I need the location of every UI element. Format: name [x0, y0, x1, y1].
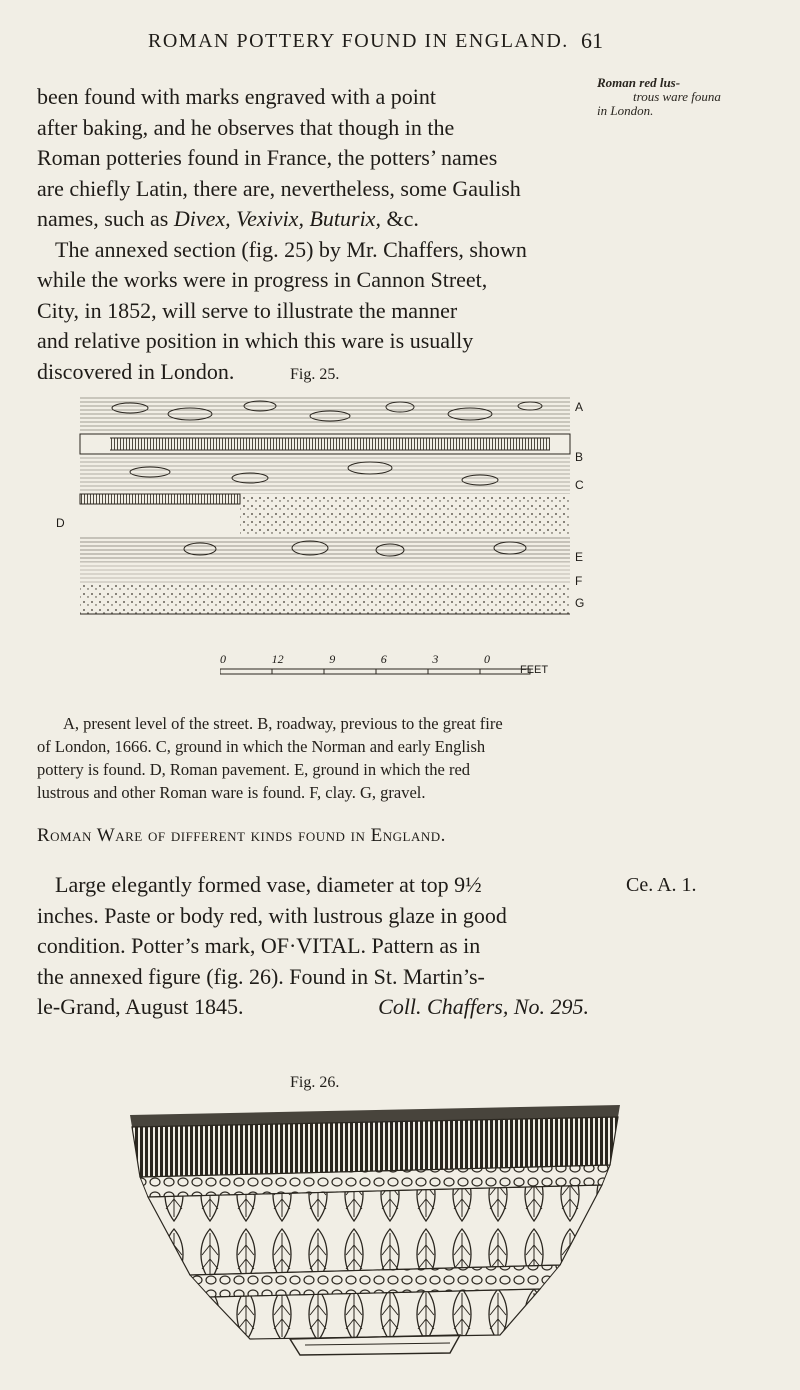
layer-letter: G: [575, 596, 585, 610]
scale-number: 6: [380, 652, 387, 666]
margin-note: [597, 76, 797, 118]
running-title: ROMAN POTTERY FOUND IN ENGLAND.: [148, 30, 569, 52]
margin-note-line: trous ware founa: [633, 89, 721, 104]
text-line: Large elegantly formed vase, diameter at top 9½: [55, 872, 482, 897]
scale-number: 9: [329, 652, 336, 666]
collection-reference: Coll. Chaffers, No. 295.: [378, 994, 589, 1019]
scale-unit: FEET: [520, 664, 549, 676]
scale-number: 0: [483, 652, 490, 666]
margin-note-line: in London.: [597, 103, 654, 118]
catalog-entry: [37, 870, 589, 1023]
fig25-label: Fig. 25.: [290, 366, 340, 383]
fig26-label: Fig. 26.: [290, 1074, 340, 1091]
fig25-scale-bar: [220, 652, 580, 686]
layer-letter: A: [575, 400, 584, 414]
text-line: after baking, and he observes that though in the: [37, 114, 455, 140]
text-line: inches. Paste or body red, with lustrous glaze in good: [37, 902, 507, 928]
text-span: &c.: [386, 206, 419, 231]
layer-letter: F: [575, 574, 583, 588]
caption-line: of London, 1666. C, ground in which the Norman and early English: [37, 737, 486, 756]
margin-note-line: Roman red lus-: [597, 75, 681, 90]
text-line: [37, 992, 589, 1023]
section-heading: Roman Ware of different kinds found in England.: [37, 825, 446, 846]
text-line: Roman potteries found in France, the potters’ names: [37, 145, 498, 170]
text-line: [37, 204, 589, 235]
layer-letter: D: [56, 516, 65, 530]
text-line: been found with marks engraved with a point: [37, 84, 436, 109]
fig25-section-illustration: [50, 392, 585, 620]
scale-number: 3: [432, 652, 439, 666]
text-span: le-Grand, August 1845.: [37, 994, 244, 1019]
scale-number: 12: [271, 652, 284, 666]
intro-text: [37, 82, 589, 387]
text-line: condition. Potter’s mark, OF·VITAL. Pattern as in: [37, 933, 481, 958]
text-line: and relative position in which this ware is usually: [37, 328, 474, 353]
scale-number: 0: [220, 652, 226, 666]
fig25-caption: [37, 712, 589, 804]
layer-letter: E: [575, 550, 584, 564]
page-number: 61: [581, 28, 603, 53]
catalog-reference: Ce. A. 1.: [626, 874, 697, 896]
text-line: City, in 1852, will serve to illustrate the manner: [37, 297, 458, 323]
gaulish-name: Divex,: [173, 206, 231, 231]
gaulish-name: Buturix,: [309, 206, 381, 231]
page-header: [0, 30, 800, 56]
caption-line: lustrous and other Roman ware is found. F, clay. G, gravel.: [37, 783, 426, 802]
text-span: names, such as: [37, 206, 174, 231]
fig26-vase-illustration: [120, 1105, 630, 1360]
caption-line: pottery is found. D, Roman pavement. E, ground in which the red: [37, 760, 471, 779]
text-line: the annexed figure (fig. 26). Found in St. Martin’s-: [37, 963, 485, 989]
text-line: are chiefly Latin, there are, nevertheless, some Gaulish: [37, 175, 521, 201]
layer-letter: B: [575, 450, 584, 464]
caption-line: A, present level of the street. B, roadway, previous to the great fire: [63, 714, 503, 733]
layer-letter: C: [575, 478, 584, 492]
text-line: while the works were in progress in Cannon Street,: [37, 267, 488, 292]
text-line: The annexed section (fig. 25) by Mr. Chaffers, shown: [55, 236, 527, 262]
text-line: discovered in London.: [37, 358, 235, 384]
gaulish-name: Vexivix,: [236, 206, 304, 231]
